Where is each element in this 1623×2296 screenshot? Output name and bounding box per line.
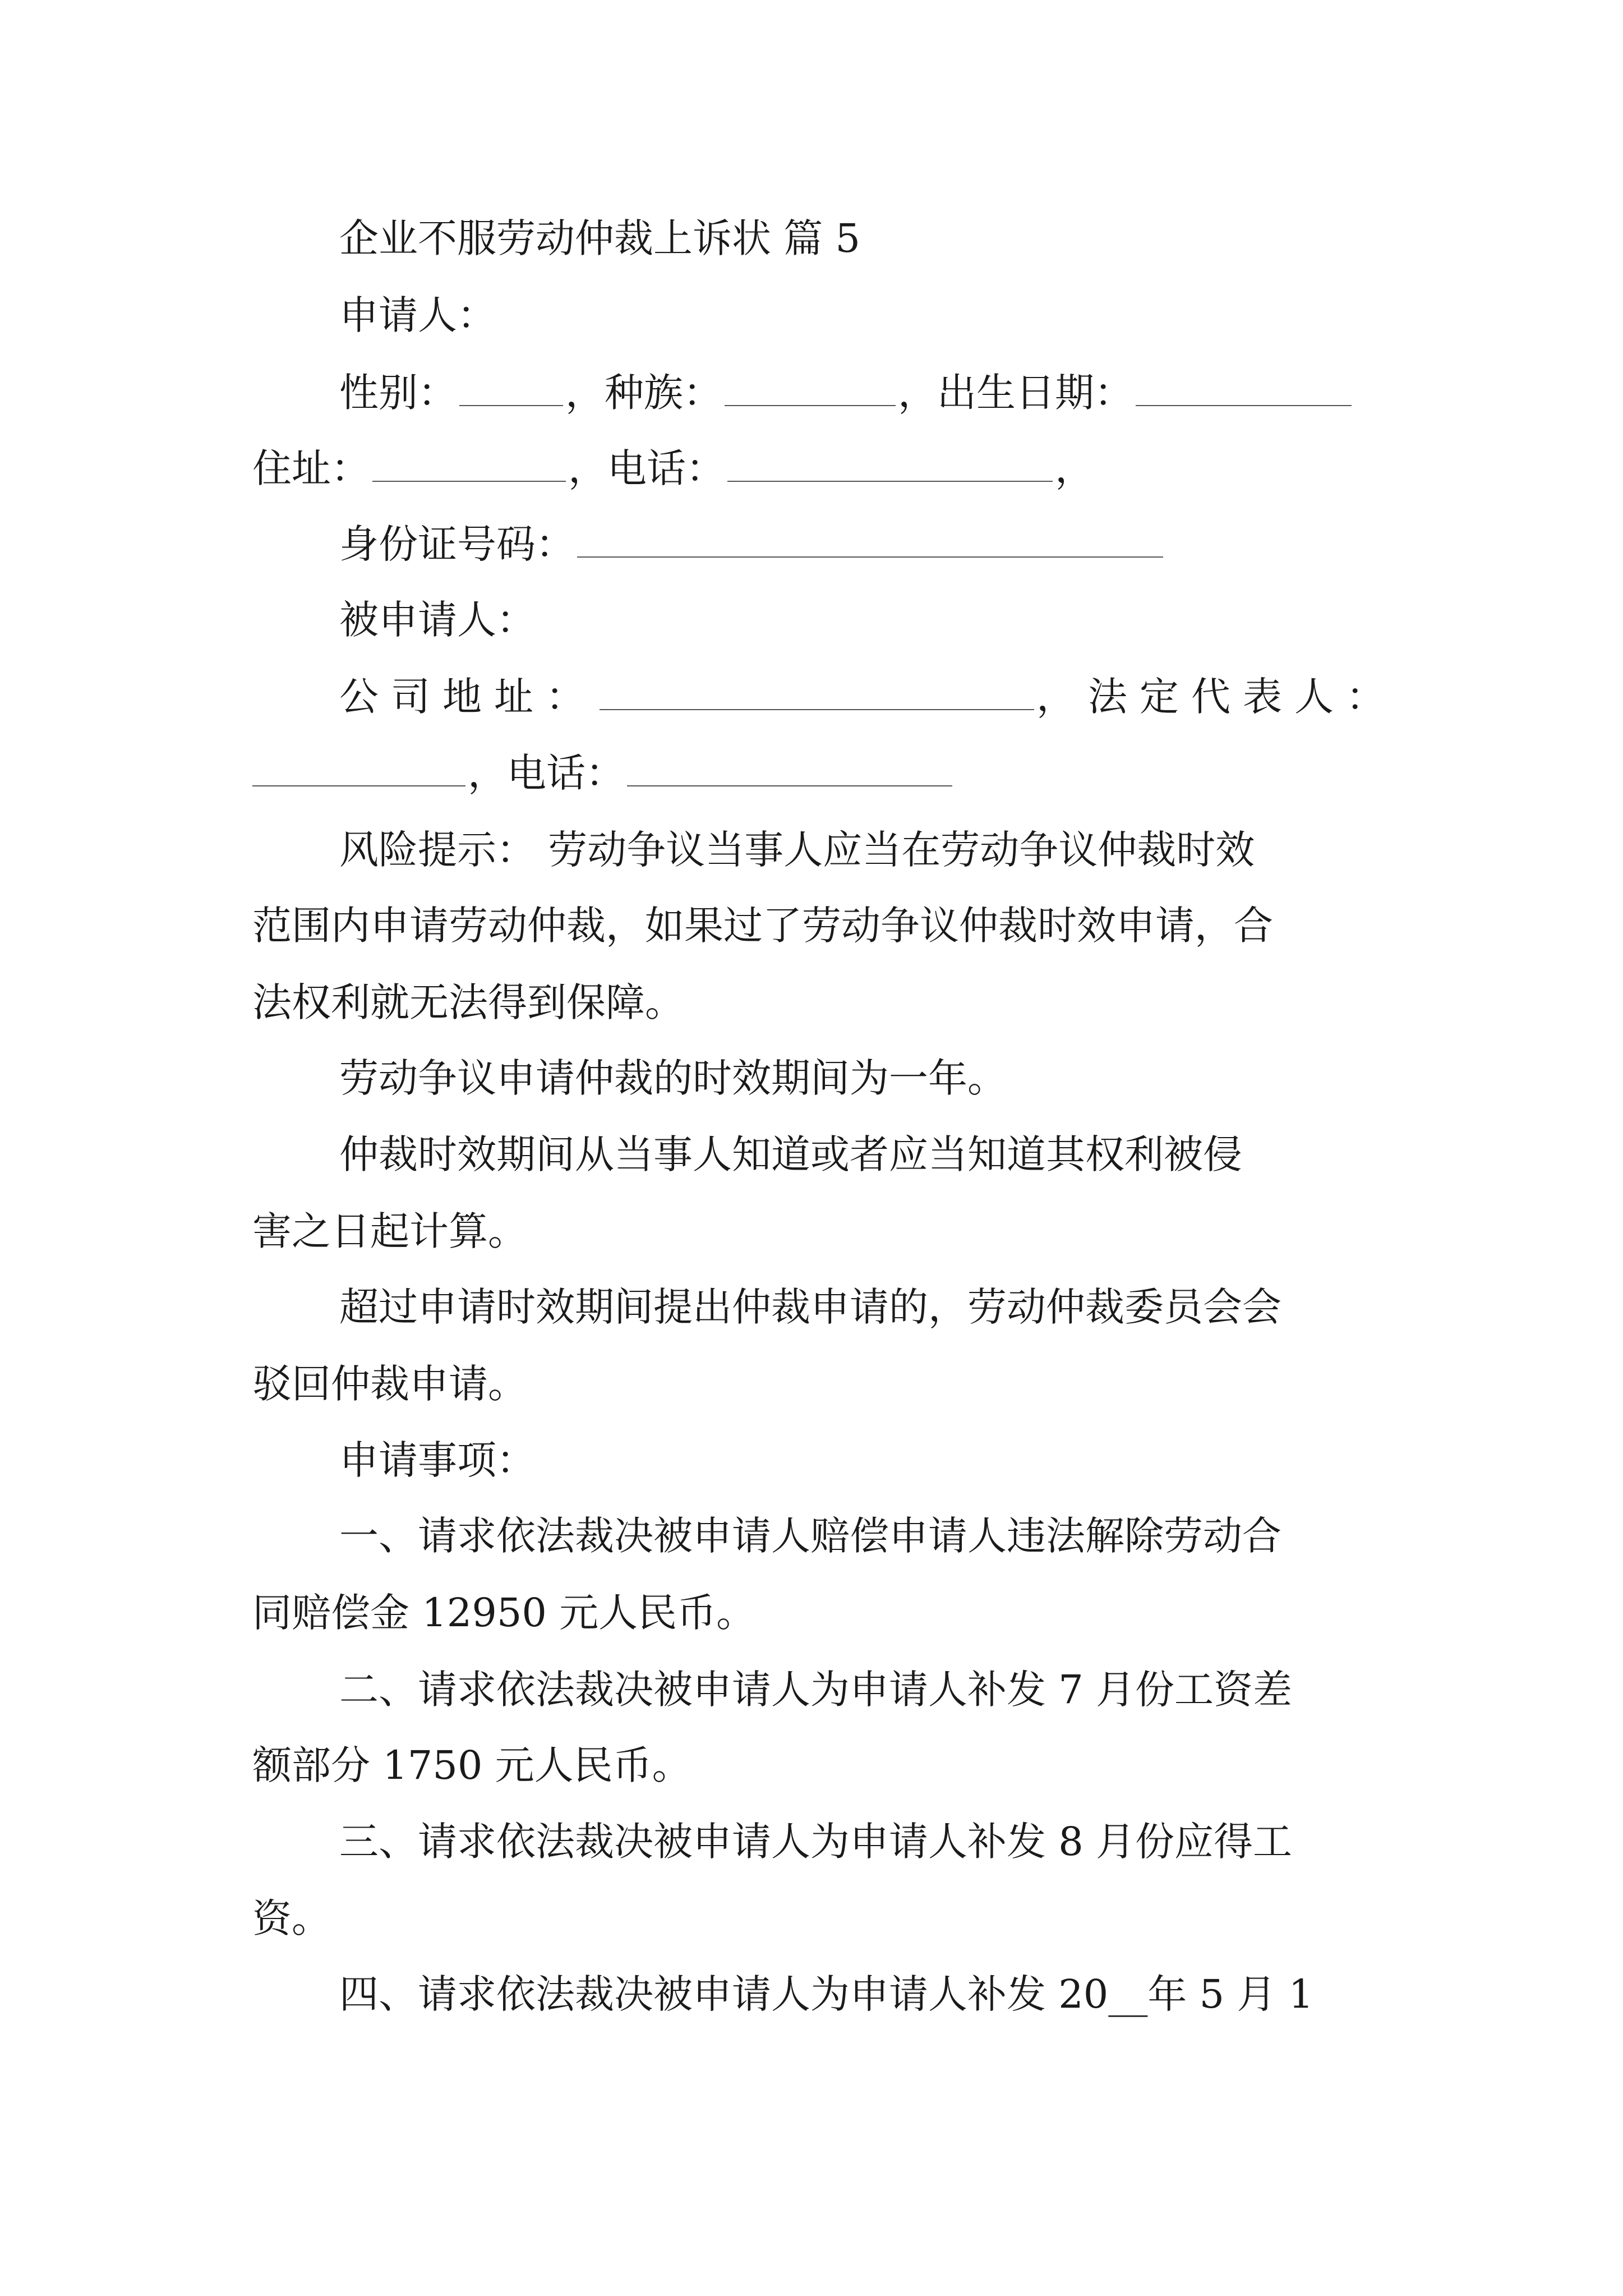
- item-1-line-1: 一、请求依法裁决被申请人赔偿申请人违法解除劳动合: [339, 1513, 1281, 1559]
- birth-blank: [1136, 369, 1352, 406]
- risk-line-1: 风险提示： 劳动争议当事人应当在劳动争议仲裁时效: [339, 827, 1255, 873]
- risk-line-3: 法权利就无法得到保障。: [252, 979, 684, 1025]
- address-blank: [372, 445, 566, 482]
- company-address-blank: [600, 673, 1034, 710]
- gender-blank: [459, 369, 563, 406]
- id-label: 身份证号码：: [339, 521, 575, 567]
- legal-rep-blank: [252, 749, 465, 786]
- phone-label: ，电话：: [568, 445, 725, 491]
- company-phone-blank: [627, 749, 952, 786]
- paragraph-overdue-1: 超过申请时效期间提出仲裁申请的，劳动仲裁委员会会: [339, 1284, 1281, 1330]
- paragraph-time-limit: 劳动争议申请仲裁的时效期间为一年。: [339, 1055, 1007, 1101]
- birth-label: ，出生日期：: [898, 370, 1133, 416]
- applicant-info-line: [339, 365, 1354, 421]
- document-title: 企业不服劳动仲裁上诉状 篇 5: [339, 215, 861, 261]
- paragraph-start-1: 仲裁时效期间从当事人知道或者应当知道其权利被侵: [339, 1131, 1242, 1177]
- ethnicity-label: ，种族：: [565, 370, 722, 416]
- phone-blank: [727, 445, 1053, 482]
- phone-label-2: ，电话：: [468, 750, 625, 796]
- company-address-label: 公司地址：: [339, 674, 597, 720]
- item-2-line-2: 额部分 1750 元人民币。: [252, 1742, 691, 1788]
- id-blank: [577, 521, 1163, 558]
- paragraph-start-2: 害之日起计算。: [252, 1208, 527, 1254]
- id-line: [339, 516, 1165, 572]
- item-2-line-1: 二、请求依法裁决被申请人为申请人补发 7 月份工资差: [339, 1667, 1293, 1713]
- paragraph-overdue-2: 驳回仲裁申请。: [252, 1361, 527, 1407]
- gender-label: 性别：: [339, 370, 457, 416]
- legal-rep-label: ，法定代表人：: [1036, 674, 1398, 720]
- risk-line-2: 范围内申请劳动仲裁，如果过了劳动争议仲裁时效申请，合: [252, 903, 1273, 949]
- respondent-label: 被申请人：: [339, 597, 536, 643]
- item-4-line-1: 四、请求依法裁决被申请人为申请人补发 20__年 5 月 1: [339, 1971, 1314, 2017]
- company-line: [339, 669, 1398, 725]
- applicant-label: 申请人：: [339, 292, 496, 338]
- item-3-line-1: 三、请求依法裁决被申请人为申请人补发 8 月份应得工: [339, 1819, 1293, 1865]
- item-1-line-2: 同赔偿金 12950 元人民币。: [252, 1590, 756, 1636]
- address-line: [252, 440, 1094, 496]
- items-label: 申请事项：: [339, 1437, 536, 1483]
- address-label: 住址：: [252, 445, 370, 491]
- item-3-line-2: 资。: [252, 1895, 331, 1941]
- legal-rep-phone-line: [252, 745, 955, 801]
- ethnicity-blank: [725, 369, 896, 406]
- comma: ，: [1055, 445, 1094, 491]
